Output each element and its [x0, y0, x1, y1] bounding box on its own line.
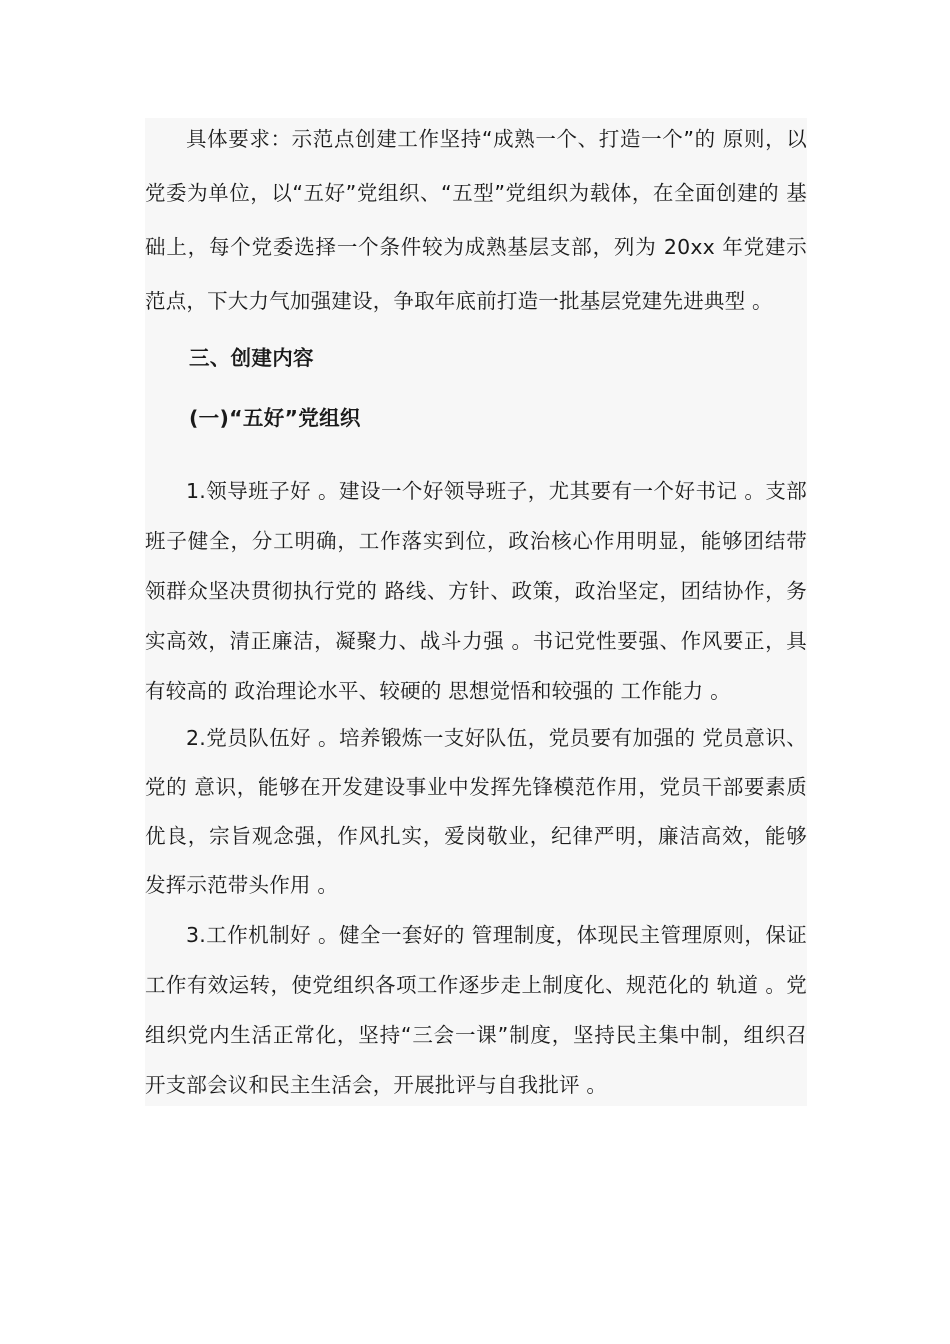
section-heading-creation-content: 三、创建内容 [189, 346, 314, 370]
paragraph-item-leadership: 1.领导班子好 。建设一个好领导班子，尤其要有一个好书记 。支部班子健全，分工明确，工作落实到位，政治核心作用明显，能够团结带领群众坚决贯彻执行党的 路线、方针、政策，政治坚定，团结协作，务实高效，清正廉洁，凝聚力、战斗力强 。书记党性要强、作风要正，具有较高的 政治理论水平、较硬的 思想觉悟和较强的 工作能力 。 [145, 479, 807, 703]
paragraph-item-mechanism: 3.工作机制好 。健全一套好的 管理制度，体现民主管理原则，保证工作有效运转，使党组织各项工作逐步走上制度化、规范化的 轨道 。党组织党内生活正常化，坚持“三会一课”制度，坚持民主集中制，组织召开支部会议和民主生活会，开展批评与自我批评 。 [145, 923, 807, 1097]
document-body [145, 118, 807, 1106]
paragraph-item-members: 2.党员队伍好 。培养锻炼一支好队伍，党员要有加强的 党员意识、党的 意识，能够在开发建设事业中发挥先锋模范作用，党员干部要素质优良，宗旨观念强，作风扎实，爱岗敬业，纪律严明，廉洁高效，能够发挥示范带头作用 。 [145, 726, 807, 897]
paragraph-requirements: 具体要求：示范点创建工作坚持“成熟一个、打造一个”的 原则，以党委为单位，以“五好”党组织、“五型”党组织为载体，在全面创建的 基础上，每个党委选择一个条件较为成熟基层支部，列为 20xx 年党建示范点，下大力气加强建设，争取年底前打造一批基层党建先进典型 。 [145, 127, 807, 313]
subsection-heading-five-good: (一)“五好”党组织 [189, 406, 361, 430]
